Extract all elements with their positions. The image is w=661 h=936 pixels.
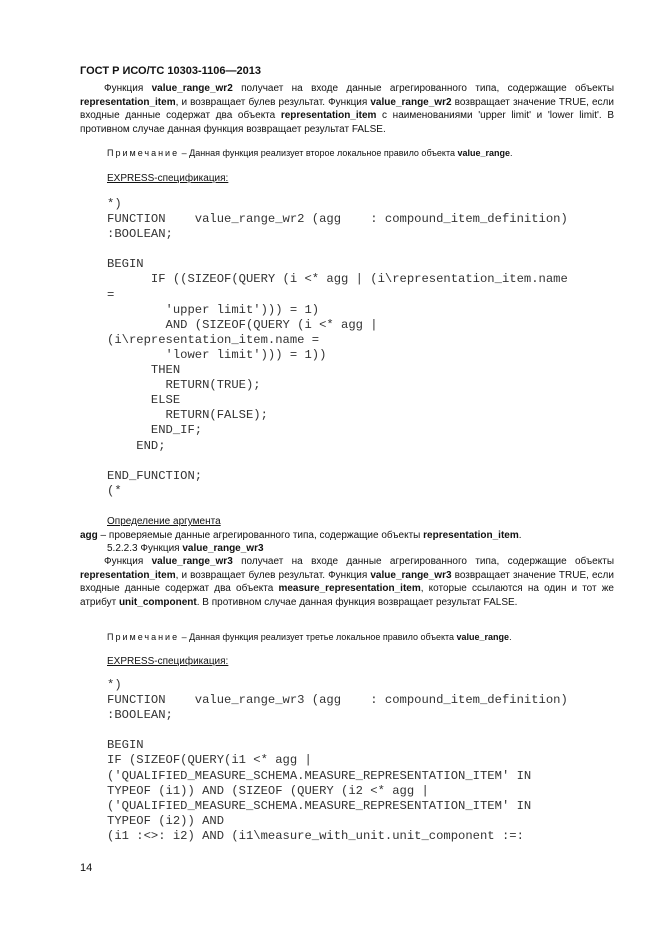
intro-text-3: , и возвращает булев результат. Функция [175, 96, 371, 108]
section-number: 5.2.2.3 Функция [107, 543, 183, 554]
code-1-line: *) [107, 197, 122, 211]
note-1-bold: value_range [457, 148, 511, 158]
code-1-line: END; [107, 438, 166, 453]
argument-entity: representation_item [423, 529, 519, 541]
page-header: ГОСТ Р ИСО/ТС 10303-1106—2013 [80, 65, 261, 77]
argument-definition-label: Определение аргумента [107, 516, 221, 527]
code-1-line: :BOOLEAN; [107, 227, 173, 242]
intro-text-5: с наименованиями 'upper limit' и 'lower limit'. В противном случае данная функция возвращает результат FALSE. [80, 110, 615, 135]
note-1 [107, 147, 617, 159]
note-2-bold: value_range [456, 632, 510, 642]
code-2-line: BEGIN [107, 738, 144, 753]
code-1-line: ELSE [107, 393, 181, 408]
note-1-label: Примечание [107, 148, 180, 158]
argument-definition-block [80, 515, 617, 556]
wr3-text-4: возвращает значение TRUE, если входные данные содержат два объекта [80, 569, 614, 594]
code-2-line: ('QUALIFIED_MEASURE_SCHEMA.MEASURE_REPRESENTATION_ITEM' IN [107, 768, 532, 783]
code-1-line: END_IF; [107, 423, 203, 438]
note-2-text: – Данная функция реализует третье локальное правило объекта [179, 632, 457, 642]
wr3-text-1: Функция [104, 556, 152, 567]
intro-entity-name: representation_item [80, 96, 176, 108]
express-spec-label-1: EXPRESS-спецификация: [107, 173, 229, 184]
wr3-text-2: получает на входе данные агрегированного типа, содержащие объекты [232, 556, 615, 567]
code-1-line: RETURN(TRUE); [107, 378, 261, 393]
intro-text-2: получает на входе данные агрегированного типа, содержащие объекты [232, 83, 615, 94]
intro-entity-name-2: representation_item [280, 110, 377, 121]
wr3-entity-name-2: measure_representation_item [278, 583, 421, 594]
intro-function-name: value_range_wr2 [151, 83, 233, 94]
code-2-line: ('QUALIFIED_MEASURE_SCHEMA.MEASURE_REPRESENTATION_ITEM' IN [107, 798, 532, 813]
argument-name: agg [80, 529, 98, 541]
section-function-name: value_range_wr3 [182, 543, 264, 554]
code-1-line: 'upper limit'))) = 1) [107, 302, 320, 317]
code-1-line: END_FUNCTION; [107, 468, 203, 483]
wr3-paragraph [80, 555, 614, 609]
wr3-text-3: , и возвращает булев результат. Функция [175, 569, 371, 581]
wr3-attribute-name: unit_component [118, 596, 197, 608]
express-code-block-1 [107, 197, 627, 499]
code-1-line: BEGIN [107, 257, 144, 272]
code-2-line: FUNCTION value_range_wr3 (agg : compound_item_definition) [107, 693, 568, 708]
note-2-label: Примечание [107, 632, 180, 642]
wr3-text-5: , которые ссылаются на один и тот же атрибут [80, 583, 614, 608]
argument-description: – проверяемые данные агрегированного типа, содержащие объекты [97, 529, 424, 541]
code-2-line: *) [107, 678, 122, 692]
code-2-line: TYPEOF (i2)) AND [107, 813, 225, 828]
code-2-line [107, 723, 627, 738]
intro-paragraph [80, 82, 614, 136]
page-number: 14 [80, 862, 93, 874]
code-1-line: THEN [107, 363, 181, 378]
code-1-line: RETURN(FALSE); [107, 408, 268, 423]
code-2-line: (i1 :<>: i2) AND (i1\measure_with_unit.unit_component :=: [107, 828, 524, 843]
wr3-entity-name: representation_item [80, 569, 176, 581]
code-1-line [107, 454, 627, 469]
intro-text-1: Функция [104, 83, 152, 94]
wr3-text-6: . В противном случае данная функция возвращает результат FALSE. [196, 596, 518, 608]
wr3-function-name-2: value_range_wr3 [370, 569, 452, 581]
code-1-line: = [107, 287, 115, 302]
code-1-line [107, 242, 627, 257]
intro-function-name-2: value_range_wr2 [370, 96, 452, 108]
code-1-line: AND (SIZEOF(QUERY (i <* agg | [107, 317, 378, 332]
code-1-line: (* [107, 483, 122, 498]
code-1-line: IF ((SIZEOF(QUERY (i <* agg | (i\representation_item.name [107, 272, 568, 287]
code-1-line: 'lower limit'))) = 1)) [107, 347, 327, 362]
wr3-function-name: value_range_wr3 [151, 556, 233, 567]
intro-text-4: возвращает значение TRUE, если входные данные содержат два объекта [80, 96, 614, 121]
argument-end: . [518, 529, 522, 541]
note-2 [107, 631, 617, 643]
code-1-line: (i\representation_item.name = [107, 332, 320, 347]
code-2-line: IF (SIZEOF(QUERY(i1 <* agg | [107, 753, 312, 768]
note-1-end: . [510, 148, 513, 158]
note-1-text: – Данная функция реализует второе локальное правило объекта [179, 148, 458, 158]
code-2-line: TYPEOF (i1)) AND (SIZEOF (QUERY (i2 <* agg | [107, 783, 429, 798]
express-code-block-2 [107, 678, 627, 844]
code-1-line: FUNCTION value_range_wr2 (agg : compound_item_definition) [107, 212, 568, 227]
note-2-end: . [509, 632, 512, 642]
express-spec-label-2: EXPRESS-спецификация: [107, 656, 229, 667]
code-2-line: :BOOLEAN; [107, 708, 173, 723]
